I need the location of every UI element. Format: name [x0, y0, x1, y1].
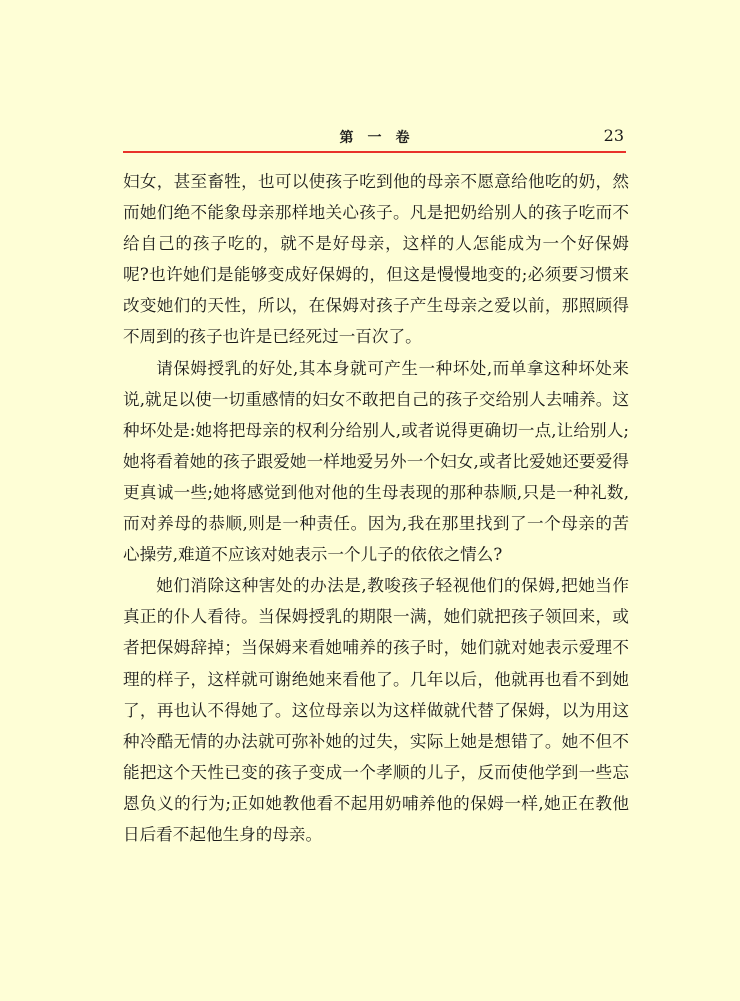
page-header	[123, 121, 626, 151]
body-text	[123, 166, 629, 850]
chapter-title: 第 一 卷	[339, 130, 410, 146]
paragraph-2: 请保姆授乳的好处,其本身就可产生一种坏处,而单拿这种坏处来说,就足以使一切重感情的妇女不敢把自己的孩子交给别人去哺养。这种坏处是:她将把母亲的权利分给别人,或者说得更确切一点,让给别人;她将看着她的孩子跟爱她一样地爱另外一个妇女,或者比爱她还要爱得更真诚一些;她将感觉到他对他的生母表现的那种恭顺,只是一种礼数,而对养母的恭顺,则是一种责任。因为,我在那里找到了一个母亲的苦心操劳,难道不应该对她表示一个儿子的依依之情么?	[123, 358, 629, 565]
paragraph-3: 她们消除这种害处的办法是,教唆孩子轻视他们的保姆,把她当作真正的仆人看待。当保姆授乳的期限一满，她们就把孩子领回来，或者把保姆辞掉；当保姆来看她哺养的孩子时，她们就对她表示爱理不理的样子，这样就可谢绝她来看他了。几年以后，他就再也看不到她了，再也认不得她了。这位母亲以为这样做就代替了保姆，以为用这种冷酷无情的办法就可弥补她的过失，实际上她是想错了。她不但不能把这个天性已变的孩子变成一个孝顺的儿子，反而使他学到一些忘恩负义的行为;正如她教他看不起用奶哺养他的保姆一样,她正在教他日后看不起他生身的母亲。	[123, 576, 629, 844]
header-divider	[123, 151, 626, 153]
page-number: 23	[603, 126, 624, 145]
paragraph-1: 妇女，甚至畜牲，也可以使孩子吃到他的母亲不愿意给他吃的奶，然而她们绝不能象母亲那样地关心孩子。凡是把奶给别人的孩子吃而不给自己的孩子吃的，就不是好母亲，这样的人怎能成为一个好保姆呢?也许她们是能够变成好保姆的，但这是慢慢地变的;必须要习惯来改变她们的天性，所以，在保姆对孩子产生母亲之爱以前，那照顾得不周到的孩子也许是已经死过一百次了。	[123, 172, 629, 347]
